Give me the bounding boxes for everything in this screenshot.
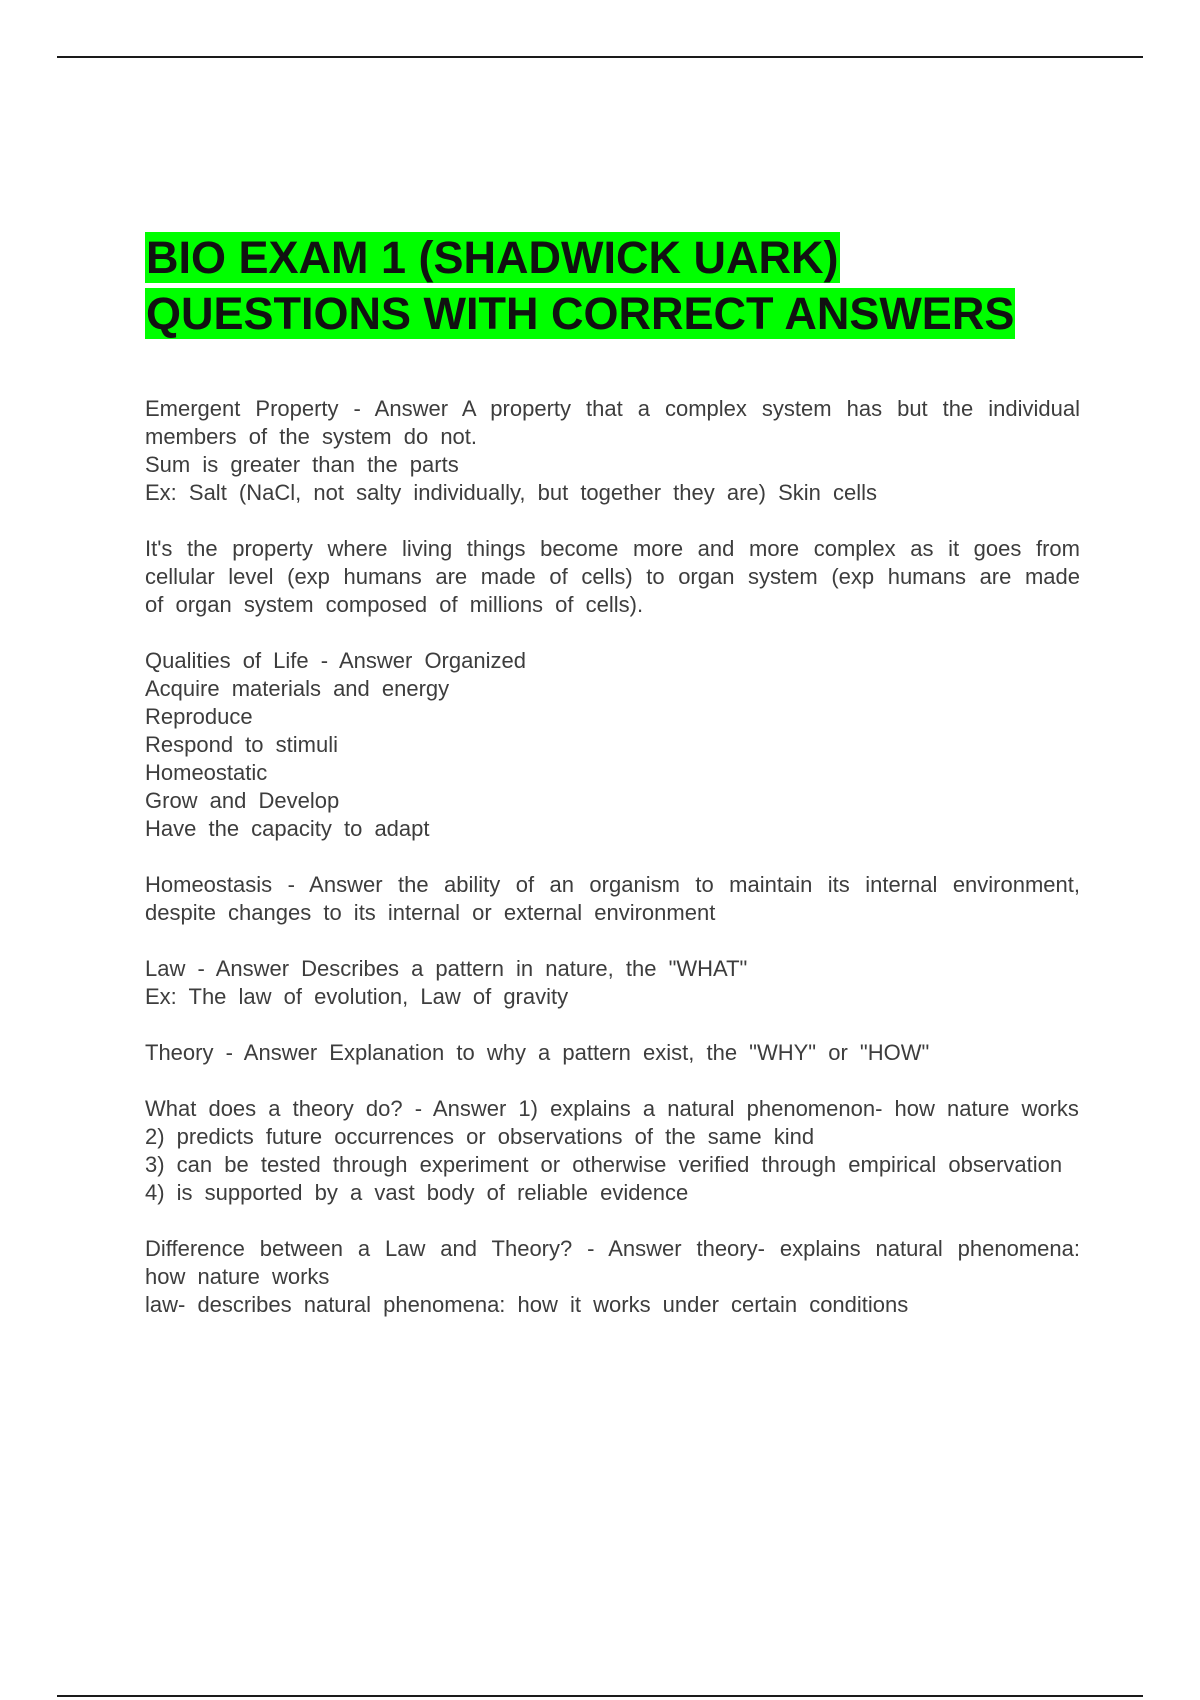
entry-line: Ex: The law of evolution, Law of gravity — [145, 984, 569, 1009]
entry-line: Difference between a Law and Theory? - Answer theory- explains natural phenomena: how nature works — [145, 1236, 1093, 1289]
document-title — [145, 230, 1105, 342]
entry-line: Law - Answer Describes a pattern in nature, the "WHAT" — [145, 956, 748, 981]
entry-homeostasis — [145, 871, 1093, 927]
entry-law-vs-theory — [145, 1235, 1093, 1319]
entry-line: Qualities of Life - Answer Organized — [145, 648, 526, 673]
title-line-2: QUESTIONS WITH CORRECT ANSWERS — [146, 288, 1015, 339]
entry-what-does-theory-do — [145, 1095, 1080, 1207]
top-rule — [57, 56, 1143, 58]
entry-line: Respond to stimuli — [145, 732, 338, 757]
entry-qualities-of-life — [145, 647, 1080, 843]
entry-line: law- describes natural phenomena: how it works under certain conditions — [145, 1292, 909, 1317]
entry-line: Homeostatic — [145, 760, 268, 785]
entry-line: Reproduce — [145, 704, 253, 729]
entry-line: 4) is supported by a vast body of reliable evidence — [145, 1180, 689, 1205]
entry-line: 3) can be tested through experiment or otherwise verified through empirical observation — [145, 1152, 1063, 1177]
entry-line: Ex: Salt (NaCl, not salty individually, but together they are) Skin cells — [145, 480, 878, 505]
entry-theory — [145, 1039, 1080, 1067]
entry-emergent-explanation — [145, 535, 1093, 619]
entry-line: 2) predicts future occurrences or observations of the same kind — [145, 1124, 815, 1149]
entry-emergent-property — [145, 395, 1093, 507]
entry-line: Grow and Develop — [145, 788, 340, 813]
title-line-1: BIO EXAM 1 (SHADWICK UARK) — [146, 232, 839, 283]
entry-line: It's the property where living things become more and more complex as it goes from cellular level (exp humans are made of cells) to organ system (exp humans are made of organ system composed of millions of cells). — [145, 536, 1093, 617]
entry-line: Homeostasis - Answer the ability of an organism to maintain its internal environment, despite changes to its internal or external environment — [145, 872, 1093, 925]
entry-line: What does a theory do? - Answer 1) explains a natural phenomenon- how nature works — [145, 1096, 1079, 1121]
bottom-rule — [57, 1695, 1143, 1697]
entry-line: Acquire materials and energy — [145, 676, 450, 701]
entry-law — [145, 955, 1080, 1011]
entry-line: Emergent Property - Answer A property that a complex system has but the individual members of the system do not. — [145, 396, 1093, 449]
entry-line: Theory - Answer Explanation to why a pattern exist, the "WHY" or "HOW" — [145, 1040, 930, 1065]
entry-line: Sum is greater than the parts — [145, 452, 459, 477]
entry-line: Have the capacity to adapt — [145, 816, 430, 841]
document-body — [145, 395, 1093, 1347]
